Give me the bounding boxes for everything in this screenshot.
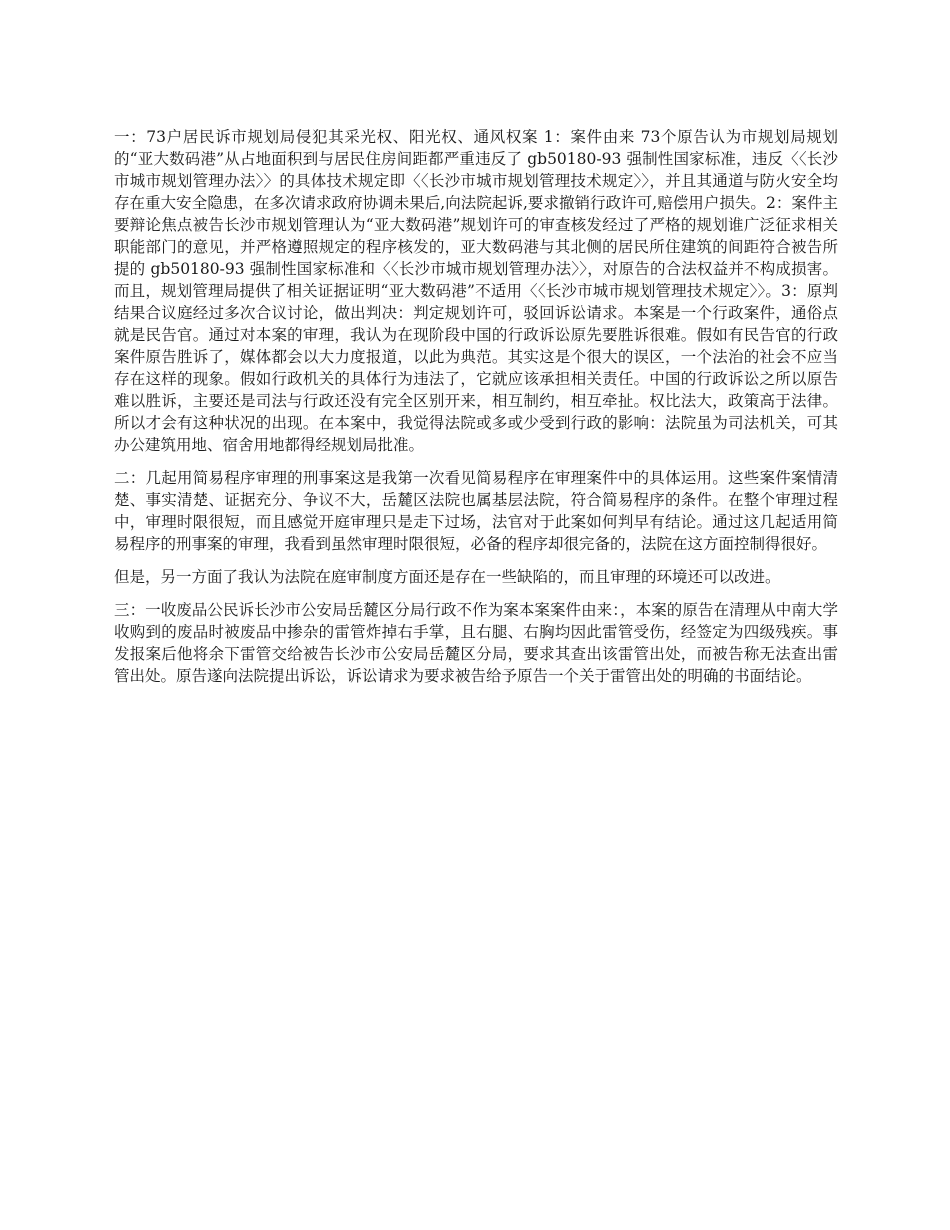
paragraph-case-one: 一：73户居民诉市规划局侵犯其采光权、阳光权、通风权案 1：案件由来 73个原告认为市规划局规划的“亚大数码港”从占地面积到与居民住房间距都严重违反了 gb50180-93 强制性国家标准，违反〈〈长沙市城市规划管理办法〉〉的具体技术规定即〈〈长沙市城市规划管理技术规定〉〉，并且其通道与防火安全均存在重大安全隐患，在多次请求政府协调未果后,向法院起诉,要求撤销行政许可,赔偿用户损失。2：案件主要辩论焦点被告长沙市规划管理认为“亚大数码港”规划许可的审查核发经过了严格的规划谁广泛征求相关职能部门的意见，并严格遵照规定的程序核发的，亚大数码港与其北侧的居民所住建筑的间距符合被告所提的 gb50180-93 强制性国家标准和〈〈长沙市城市规划管理办法〉〉，对原告的合法权益并不构成损害。而且，规划管理局提供了相关证据证明“亚大数码港”不适用〈〈长沙市城市规划管理技术规定〉〉。3：原判结果合议庭经过多次合议讨论，做出判决：判定规划许可，驳回诉讼请求。本案是一个行政案件，通俗点就是民告官。通过对本案的审理，我认为在现阶段中国的行政诉讼原先要胜诉很难。假如有民告官的行政案件原告胜诉了，媒体都会以大力度报道，以此为典范。其实这是个很大的误区，一个法治的社会不应当存在这样的现象。假如行政机关的具体行为违法了，它就应该承担相关责任。中国的行政诉讼之所以原告难以胜诉，主要还是司法与行政还没有完全区别开来，相互制约，相互牵扯。权比法大，政策高于法律。所以才会有这种状况的出现。在本案中，我觉得法院或多或少受到行政的影响：法院虽为司法机关，可其办公建筑用地、宿舍用地都得经规划局批准。 bbox=[114, 128, 838, 454]
paragraph-case-two-note: 但是，另一方面了我认为法院在庭审制度方面还是存在一些缺陷的，而且审理的环境还可以改进。 bbox=[114, 568, 781, 586]
paragraph-case-three: 三：一收废品公民诉长沙市公安局岳麓区分局行政不作为案本案案件由来：，本案的原告在清理从中南大学收购到的废品时被废品中掺杂的雷管炸掉右手掌，且右腿、右胸均因此雷管受伤，经签定为四级残疾。事发报案后他将余下雷管交给被告长沙市公安局岳麓区分局，要求其查出该雷管出处，而被告称无法查出雷管出处。原告遂向法院提出诉讼，诉讼请求为要求被告给予原告一个关于雷管出处的明确的书面结论。 bbox=[114, 601, 838, 685]
paragraph-case-two: 二：几起用简易程序审理的刑事案这是我第一次看见简易程序在审理案件中的具体运用。这些案件案情清楚、事实清楚、证据充分、争议不大，岳麓区法院也属基层法院，符合简易程序的条件。在整个审理过程中，审理时限很短，而且感觉开庭审理只是走下过场，法官对于此案如何判早有结论。通过这几起适用简易程序的刑事案的审理，我看到虽然审理时限很短，必备的程序却很完备的，法院在这方面控制得很好。 bbox=[114, 469, 838, 553]
document-body bbox=[114, 126, 838, 698]
